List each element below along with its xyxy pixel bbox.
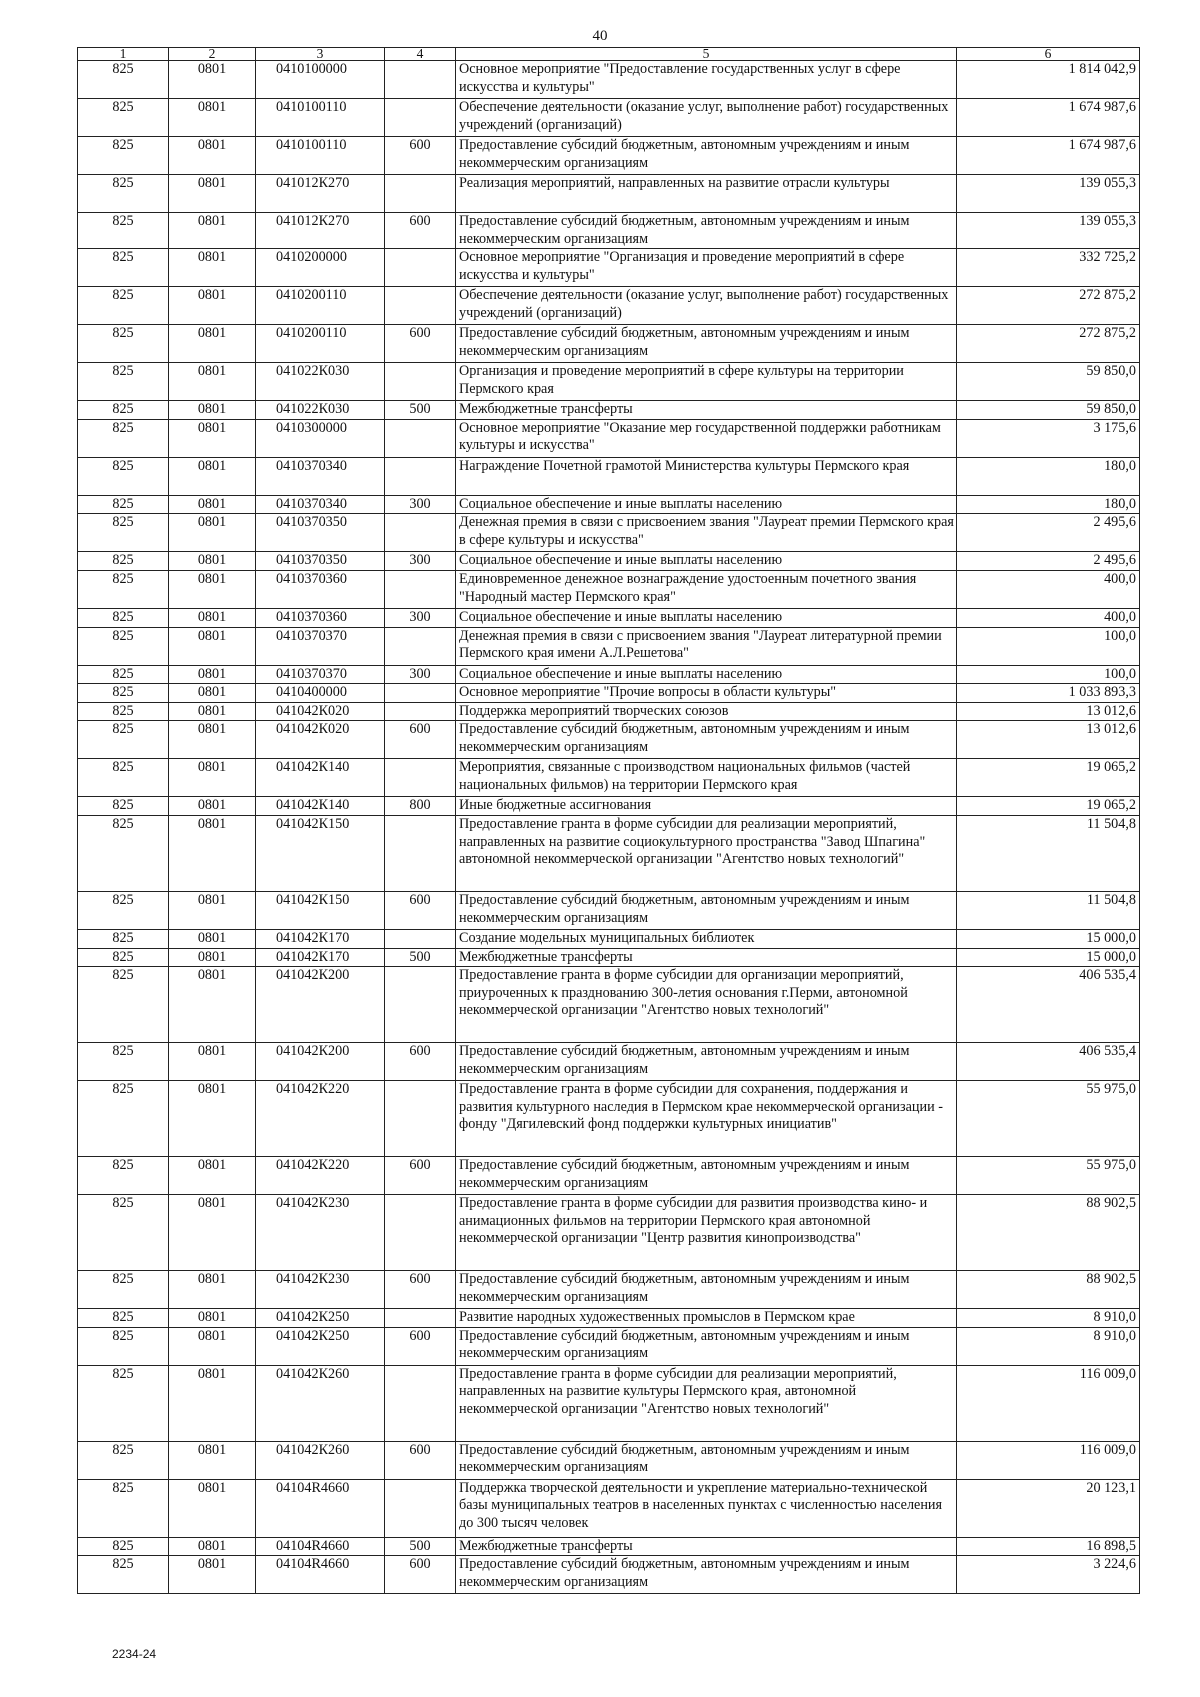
column-4-cell: 800 <box>385 797 456 816</box>
column-2-cell: 0801 <box>169 608 256 627</box>
column-1-cell: 825 <box>78 325 169 363</box>
column-5-cell: Основное мероприятие "Оказание мер государственной поддержки работникам культуры и искусства" <box>456 419 957 457</box>
column-5-cell: Предоставление субсидий бюджетным, автономным учреждениям и иным некоммерческим организациям <box>456 1043 957 1081</box>
column-1-cell: 825 <box>78 608 169 627</box>
column-2-cell: 0801 <box>169 457 256 495</box>
column-2-cell: 0801 <box>169 61 256 99</box>
column-3-cell: 0410370360 <box>256 570 385 608</box>
column-1-cell: 825 <box>78 1327 169 1365</box>
column-4-cell <box>385 684 456 703</box>
column-5-cell: Социальное обеспечение и иные выплаты населению <box>456 552 957 571</box>
column-3-cell: 0410300000 <box>256 419 385 457</box>
column-4-cell <box>385 929 456 948</box>
column-4-cell: 500 <box>385 1537 456 1556</box>
column-3-cell: 0410100000 <box>256 61 385 99</box>
table-row <box>78 514 1140 552</box>
table-row <box>78 363 1140 401</box>
table-row <box>78 213 1140 249</box>
column-3-cell: 0410370370 <box>256 627 385 665</box>
column-4-cell <box>385 570 456 608</box>
column-2-cell: 0801 <box>169 325 256 363</box>
column-3-cell: 041042К230 <box>256 1195 385 1271</box>
column-5-cell: Межбюджетные трансферты <box>456 948 957 967</box>
column-2-cell: 0801 <box>169 891 256 929</box>
column-6-cell: 332 725,2 <box>957 249 1140 287</box>
column-4-cell: 600 <box>385 1441 456 1479</box>
table-row <box>78 721 1140 759</box>
table-row <box>78 401 1140 420</box>
column-3-cell: 0410370360 <box>256 608 385 627</box>
column-2-cell: 0801 <box>169 249 256 287</box>
column-5-cell: Предоставление субсидий бюджетным, автономным учреждениям и иным некоммерческим организациям <box>456 213 957 249</box>
column-2-cell: 0801 <box>169 552 256 571</box>
column-2-cell: 0801 <box>169 1365 256 1441</box>
column-3-cell: 04104R4660 <box>256 1479 385 1537</box>
col-header-6: 6 <box>957 48 1140 61</box>
column-6-cell: 1 674 987,6 <box>957 137 1140 175</box>
column-2-cell: 0801 <box>169 1309 256 1328</box>
column-1-cell: 825 <box>78 401 169 420</box>
column-3-cell: 041042К170 <box>256 929 385 948</box>
column-6-cell: 100,0 <box>957 627 1140 665</box>
column-1-cell: 825 <box>78 1081 169 1157</box>
column-6-cell: 2 495,6 <box>957 552 1140 571</box>
column-6-cell: 272 875,2 <box>957 325 1140 363</box>
column-4-cell <box>385 815 456 891</box>
column-3-cell: 041042К220 <box>256 1157 385 1195</box>
column-3-cell: 0410370350 <box>256 552 385 571</box>
column-4-cell: 600 <box>385 325 456 363</box>
column-6-cell: 19 065,2 <box>957 759 1140 797</box>
column-4-cell: 600 <box>385 891 456 929</box>
column-4-cell <box>385 457 456 495</box>
column-4-cell <box>385 1309 456 1328</box>
column-5-cell: Предоставление субсидий бюджетным, автономным учреждениям и иным некоммерческим организациям <box>456 1327 957 1365</box>
column-6-cell: 59 850,0 <box>957 401 1140 420</box>
column-6-cell: 400,0 <box>957 608 1140 627</box>
column-4-cell <box>385 419 456 457</box>
column-2-cell: 0801 <box>169 401 256 420</box>
table-row <box>78 287 1140 325</box>
table-row <box>78 608 1140 627</box>
column-4-cell <box>385 287 456 325</box>
column-5-cell: Социальное обеспечение и иные выплаты населению <box>456 665 957 684</box>
column-5-cell: Межбюджетные трансферты <box>456 1537 957 1556</box>
column-5-cell: Социальное обеспечение и иные выплаты населению <box>456 495 957 514</box>
column-1-cell: 825 <box>78 797 169 816</box>
column-2-cell: 0801 <box>169 1195 256 1271</box>
column-2-cell: 0801 <box>169 948 256 967</box>
column-6-cell: 272 875,2 <box>957 287 1140 325</box>
column-4-cell <box>385 1195 456 1271</box>
column-6-cell: 11 504,8 <box>957 891 1140 929</box>
table-row <box>78 1195 1140 1271</box>
column-4-cell <box>385 1479 456 1537</box>
column-2-cell: 0801 <box>169 1327 256 1365</box>
header-row <box>78 48 1140 61</box>
column-5-cell: Иные бюджетные ассигнования <box>456 797 957 816</box>
column-5-cell: Социальное обеспечение и иные выплаты населению <box>456 608 957 627</box>
column-4-cell: 600 <box>385 1157 456 1195</box>
column-3-cell: 041042К250 <box>256 1327 385 1365</box>
column-6-cell: 100,0 <box>957 665 1140 684</box>
column-6-cell: 13 012,6 <box>957 721 1140 759</box>
column-2-cell: 0801 <box>169 419 256 457</box>
column-6-cell: 59 850,0 <box>957 363 1140 401</box>
column-3-cell: 04104R4660 <box>256 1537 385 1556</box>
column-2-cell: 0801 <box>169 363 256 401</box>
column-5-cell: Предоставление субсидий бюджетным, автономным учреждениям и иным некоммерческим организациям <box>456 325 957 363</box>
column-3-cell: 041042К260 <box>256 1365 385 1441</box>
column-1-cell: 825 <box>78 1271 169 1309</box>
table-row <box>78 948 1140 967</box>
column-3-cell: 041042К140 <box>256 797 385 816</box>
column-2-cell: 0801 <box>169 137 256 175</box>
column-6-cell: 19 065,2 <box>957 797 1140 816</box>
column-6-cell: 139 055,3 <box>957 175 1140 213</box>
column-5-cell: Предоставление субсидий бюджетным, автономным учреждениям и иным некоммерческим организациям <box>456 721 957 759</box>
column-1-cell: 825 <box>78 967 169 1043</box>
column-2-cell: 0801 <box>169 721 256 759</box>
column-2-cell: 0801 <box>169 665 256 684</box>
column-2-cell: 0801 <box>169 1556 256 1594</box>
column-6-cell: 55 975,0 <box>957 1157 1140 1195</box>
column-5-cell: Предоставление гранта в форме субсидии для сохранения, поддержания и развития культурного наследия в Пермском крае некоммерческой организации - фонду "Дягилевский фонд поддержки культурных инициатив" <box>456 1081 957 1157</box>
column-6-cell: 1 814 042,9 <box>957 61 1140 99</box>
column-5-cell: Предоставление гранта в форме субсидии для организации мероприятий, приуроченных к празднованию 300-летия основания г.Перми, автономной некоммерческой организации "Агентство новых технологий" <box>456 967 957 1043</box>
table-row <box>78 1365 1140 1441</box>
column-6-cell: 1 033 893,3 <box>957 684 1140 703</box>
column-1-cell: 825 <box>78 702 169 721</box>
column-5-cell: Предоставление гранта в форме субсидии для реализации мероприятий, направленных на развитие культуры Пермского края, автономной некоммерческой организации "Агентство новых технологий" <box>456 1365 957 1441</box>
column-6-cell: 88 902,5 <box>957 1195 1140 1271</box>
column-3-cell: 041042К200 <box>256 1043 385 1081</box>
column-2-cell: 0801 <box>169 99 256 137</box>
column-3-cell: 0410400000 <box>256 684 385 703</box>
table-body <box>78 61 1140 1594</box>
column-4-cell: 600 <box>385 1271 456 1309</box>
column-6-cell: 88 902,5 <box>957 1271 1140 1309</box>
column-5-cell: Предоставление субсидий бюджетным, автономным учреждениям и иным некоммерческим организациям <box>456 891 957 929</box>
column-5-cell: Предоставление субсидий бюджетным, автономным учреждениям и иным некоммерческим организациям <box>456 137 957 175</box>
column-4-cell: 300 <box>385 552 456 571</box>
column-1-cell: 825 <box>78 665 169 684</box>
column-1-cell: 825 <box>78 287 169 325</box>
col-header-4: 4 <box>385 48 456 61</box>
column-2-cell: 0801 <box>169 570 256 608</box>
column-1-cell: 825 <box>78 1479 169 1537</box>
column-5-cell: Предоставление гранта в форме субсидии для развития производства кино- и анимационных фильмов на территории Пермского края автономной некоммерческой организации "Центр развития кинопроизводства" <box>456 1195 957 1271</box>
column-5-cell: Создание модельных муниципальных библиотек <box>456 929 957 948</box>
column-2-cell: 0801 <box>169 1157 256 1195</box>
column-2-cell: 0801 <box>169 797 256 816</box>
column-5-cell: Обеспечение деятельности (оказание услуг, выполнение работ) государственных учреждений (организаций) <box>456 99 957 137</box>
column-5-cell: Реализация мероприятий, направленных на развитие отрасли культуры <box>456 175 957 213</box>
column-4-cell <box>385 702 456 721</box>
table-row <box>78 99 1140 137</box>
column-2-cell: 0801 <box>169 1537 256 1556</box>
column-2-cell: 0801 <box>169 495 256 514</box>
column-1-cell: 825 <box>78 1309 169 1328</box>
column-6-cell: 116 009,0 <box>957 1365 1140 1441</box>
column-5-cell: Развитие народных художественных промыслов в Пермском крае <box>456 1309 957 1328</box>
column-2-cell: 0801 <box>169 175 256 213</box>
column-5-cell: Поддержка мероприятий творческих союзов <box>456 702 957 721</box>
column-5-cell: Основное мероприятие "Предоставление государственных услуг в сфере искусства и культуры" <box>456 61 957 99</box>
column-4-cell <box>385 759 456 797</box>
column-1-cell: 825 <box>78 1441 169 1479</box>
column-6-cell: 406 535,4 <box>957 1043 1140 1081</box>
column-6-cell: 400,0 <box>957 570 1140 608</box>
column-2-cell: 0801 <box>169 929 256 948</box>
column-1-cell: 825 <box>78 457 169 495</box>
column-3-cell: 041022К030 <box>256 401 385 420</box>
column-6-cell: 11 504,8 <box>957 815 1140 891</box>
table-row <box>78 1537 1140 1556</box>
column-5-cell: Предоставление гранта в форме субсидии для реализации мероприятий, направленных на развитие социокультурного пространства "Завод Шпагина" автономной некоммерческой организации "Агентство новых технологий" <box>456 815 957 891</box>
column-4-cell <box>385 249 456 287</box>
column-6-cell: 13 012,6 <box>957 702 1140 721</box>
column-1-cell: 825 <box>78 552 169 571</box>
column-5-cell: Мероприятия, связанные с производством национальных фильмов (частей национальных фильмов) на территории Пермского края <box>456 759 957 797</box>
table-row <box>78 419 1140 457</box>
column-1-cell: 825 <box>78 1195 169 1271</box>
column-6-cell: 116 009,0 <box>957 1441 1140 1479</box>
column-6-cell: 8 910,0 <box>957 1309 1140 1328</box>
document-code: 2234-24 <box>112 1647 157 1661</box>
column-4-cell: 600 <box>385 213 456 249</box>
column-5-cell: Денежная премия в связи с присвоением звания "Лауреат литературной премии Пермского края имени А.Л.Решетова" <box>456 627 957 665</box>
column-1-cell: 825 <box>78 419 169 457</box>
column-1-cell: 825 <box>78 759 169 797</box>
column-4-cell: 500 <box>385 401 456 420</box>
table-row <box>78 1327 1140 1365</box>
column-5-cell: Предоставление субсидий бюджетным, автономным учреждениям и иным некоммерческим организациям <box>456 1271 957 1309</box>
table-row <box>78 1309 1140 1328</box>
column-3-cell: 041042К020 <box>256 702 385 721</box>
budget-table <box>77 47 1140 1594</box>
column-5-cell: Основное мероприятие "Организация и проведение мероприятий в сфере искусства и культуры" <box>456 249 957 287</box>
column-2-cell: 0801 <box>169 1479 256 1537</box>
column-1-cell: 825 <box>78 1157 169 1195</box>
table-row <box>78 325 1140 363</box>
column-1-cell: 825 <box>78 514 169 552</box>
column-5-cell: Межбюджетные трансферты <box>456 401 957 420</box>
column-4-cell <box>385 363 456 401</box>
column-1-cell: 825 <box>78 249 169 287</box>
column-4-cell: 300 <box>385 495 456 514</box>
col-header-3: 3 <box>256 48 385 61</box>
column-6-cell: 3 175,6 <box>957 419 1140 457</box>
table-row <box>78 1157 1140 1195</box>
column-1-cell: 825 <box>78 929 169 948</box>
column-4-cell: 600 <box>385 1043 456 1081</box>
column-3-cell: 041012К270 <box>256 175 385 213</box>
column-5-cell: Единовременное денежное вознаграждение удостоенным почетного звания "Народный мастер Пермского края" <box>456 570 957 608</box>
column-3-cell: 0410200000 <box>256 249 385 287</box>
column-6-cell: 180,0 <box>957 495 1140 514</box>
column-6-cell: 55 975,0 <box>957 1081 1140 1157</box>
column-1-cell: 825 <box>78 1556 169 1594</box>
column-5-cell: Предоставление субсидий бюджетным, автономным учреждениям и иным некоммерческим организациям <box>456 1157 957 1195</box>
table-row <box>78 797 1140 816</box>
column-6-cell: 15 000,0 <box>957 948 1140 967</box>
table-row <box>78 61 1140 99</box>
col-header-2: 2 <box>169 48 256 61</box>
column-2-cell: 0801 <box>169 967 256 1043</box>
table-row <box>78 570 1140 608</box>
table-row <box>78 815 1140 891</box>
column-3-cell: 041022К030 <box>256 363 385 401</box>
column-4-cell: 500 <box>385 948 456 967</box>
column-1-cell: 825 <box>78 570 169 608</box>
column-3-cell: 041042К150 <box>256 815 385 891</box>
column-2-cell: 0801 <box>169 1271 256 1309</box>
table-row <box>78 627 1140 665</box>
column-1-cell: 825 <box>78 495 169 514</box>
column-4-cell: 600 <box>385 137 456 175</box>
column-3-cell: 0410370340 <box>256 457 385 495</box>
column-3-cell: 041042К020 <box>256 721 385 759</box>
column-3-cell: 041042К150 <box>256 891 385 929</box>
column-1-cell: 825 <box>78 684 169 703</box>
table-row <box>78 1479 1140 1537</box>
column-2-cell: 0801 <box>169 815 256 891</box>
table-row <box>78 891 1140 929</box>
column-2-cell: 0801 <box>169 684 256 703</box>
column-6-cell: 180,0 <box>957 457 1140 495</box>
column-4-cell <box>385 1365 456 1441</box>
column-5-cell: Предоставление субсидий бюджетным, автономным учреждениям и иным некоммерческим организациям <box>456 1441 957 1479</box>
column-5-cell: Основное мероприятие "Прочие вопросы в области культуры" <box>456 684 957 703</box>
column-3-cell: 041042К250 <box>256 1309 385 1328</box>
column-2-cell: 0801 <box>169 213 256 249</box>
column-5-cell: Организация и проведение мероприятий в сфере культуры на территории Пермского края <box>456 363 957 401</box>
table-row <box>78 1556 1140 1594</box>
column-3-cell: 0410200110 <box>256 325 385 363</box>
table-row <box>78 137 1140 175</box>
column-2-cell: 0801 <box>169 1441 256 1479</box>
column-3-cell: 0410370340 <box>256 495 385 514</box>
table-row <box>78 702 1140 721</box>
column-3-cell: 0410100110 <box>256 99 385 137</box>
table-row <box>78 1441 1140 1479</box>
column-3-cell: 041042К140 <box>256 759 385 797</box>
column-1-cell: 825 <box>78 213 169 249</box>
column-1-cell: 825 <box>78 948 169 967</box>
column-3-cell: 041042К170 <box>256 948 385 967</box>
column-3-cell: 0410200110 <box>256 287 385 325</box>
column-4-cell <box>385 627 456 665</box>
column-2-cell: 0801 <box>169 1081 256 1157</box>
column-6-cell: 406 535,4 <box>957 967 1140 1043</box>
column-3-cell: 0410370370 <box>256 665 385 684</box>
table-row <box>78 1271 1140 1309</box>
table-row <box>78 967 1140 1043</box>
column-6-cell: 8 910,0 <box>957 1327 1140 1365</box>
column-2-cell: 0801 <box>169 514 256 552</box>
column-3-cell: 041012К270 <box>256 213 385 249</box>
column-3-cell: 0410100110 <box>256 137 385 175</box>
column-2-cell: 0801 <box>169 702 256 721</box>
column-6-cell: 16 898,5 <box>957 1537 1140 1556</box>
table-row <box>78 552 1140 571</box>
column-5-cell: Предоставление субсидий бюджетным, автономным учреждениям и иным некоммерческим организациям <box>456 1556 957 1594</box>
column-5-cell: Денежная премия в связи с присвоением звания "Лауреат премии Пермского края в сфере культуры и искусства" <box>456 514 957 552</box>
column-1-cell: 825 <box>78 1043 169 1081</box>
column-5-cell: Обеспечение деятельности (оказание услуг, выполнение работ) государственных учреждений (организаций) <box>456 287 957 325</box>
column-6-cell: 1 674 987,6 <box>957 99 1140 137</box>
table-row <box>78 665 1140 684</box>
table-row <box>78 929 1140 948</box>
table-row <box>78 495 1140 514</box>
column-6-cell: 20 123,1 <box>957 1479 1140 1537</box>
column-2-cell: 0801 <box>169 287 256 325</box>
column-3-cell: 041042К220 <box>256 1081 385 1157</box>
column-4-cell <box>385 514 456 552</box>
column-5-cell: Поддержка творческой деятельности и укрепление материально-технической базы муниципальных театров в населенных пунктах с численностью населения до 300 тысяч человек <box>456 1479 957 1537</box>
column-6-cell: 139 055,3 <box>957 213 1140 249</box>
column-1-cell: 825 <box>78 815 169 891</box>
table-row <box>78 1081 1140 1157</box>
column-3-cell: 041042К230 <box>256 1271 385 1309</box>
col-header-1: 1 <box>78 48 169 61</box>
column-2-cell: 0801 <box>169 1043 256 1081</box>
table-row <box>78 684 1140 703</box>
column-3-cell: 041042К260 <box>256 1441 385 1479</box>
table-row <box>78 175 1140 213</box>
column-3-cell: 04104R4660 <box>256 1556 385 1594</box>
table-row <box>78 249 1140 287</box>
column-5-cell: Награждение Почетной грамотой Министерства культуры Пермского края <box>456 457 957 495</box>
column-4-cell <box>385 99 456 137</box>
column-4-cell: 300 <box>385 665 456 684</box>
column-1-cell: 825 <box>78 891 169 929</box>
column-4-cell <box>385 61 456 99</box>
column-1-cell: 825 <box>78 1365 169 1441</box>
column-3-cell: 041042К200 <box>256 967 385 1043</box>
column-6-cell: 15 000,0 <box>957 929 1140 948</box>
page-number: 40 <box>592 28 608 44</box>
column-1-cell: 825 <box>78 1537 169 1556</box>
column-4-cell <box>385 967 456 1043</box>
column-6-cell: 2 495,6 <box>957 514 1140 552</box>
column-4-cell: 600 <box>385 1327 456 1365</box>
column-1-cell: 825 <box>78 363 169 401</box>
column-4-cell: 600 <box>385 721 456 759</box>
column-4-cell: 300 <box>385 608 456 627</box>
column-2-cell: 0801 <box>169 759 256 797</box>
col-header-5: 5 <box>456 48 957 61</box>
column-4-cell <box>385 1081 456 1157</box>
column-6-cell: 3 224,6 <box>957 1556 1140 1594</box>
column-4-cell: 600 <box>385 1556 456 1594</box>
column-1-cell: 825 <box>78 61 169 99</box>
column-1-cell: 825 <box>78 175 169 213</box>
column-4-cell <box>385 175 456 213</box>
column-1-cell: 825 <box>78 137 169 175</box>
table-row <box>78 457 1140 495</box>
column-3-cell: 0410370350 <box>256 514 385 552</box>
table-row <box>78 1043 1140 1081</box>
column-1-cell: 825 <box>78 627 169 665</box>
column-2-cell: 0801 <box>169 627 256 665</box>
table-row <box>78 759 1140 797</box>
column-1-cell: 825 <box>78 721 169 759</box>
column-1-cell: 825 <box>78 99 169 137</box>
